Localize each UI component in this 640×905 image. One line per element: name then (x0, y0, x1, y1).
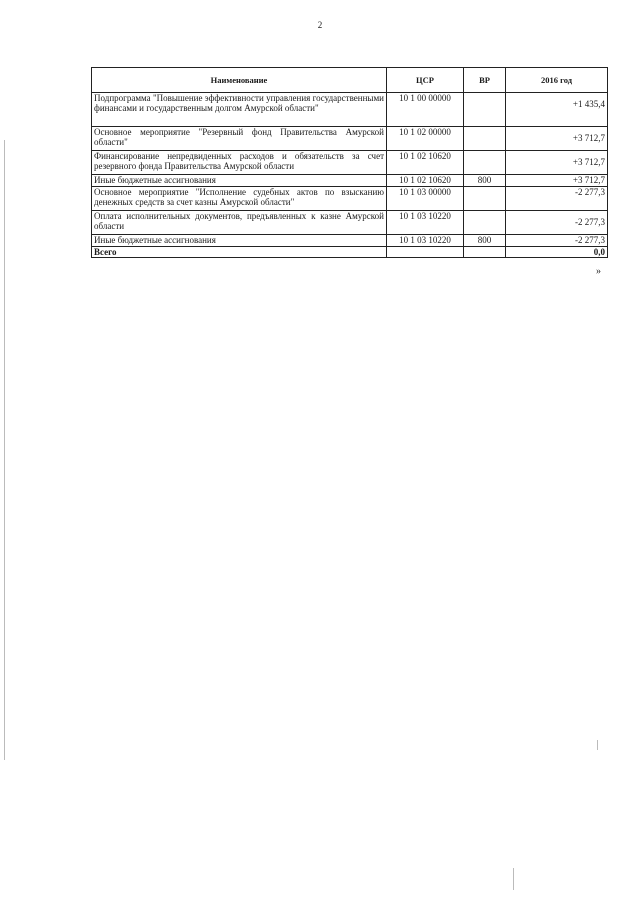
budget-changes-table (91, 67, 608, 258)
total-amount: 0,0 (506, 247, 608, 258)
header-csr: ЦСР (387, 68, 464, 93)
total-vr (464, 247, 506, 258)
row-name: Подпрограмма "Повышение эффективности управления государственными финансами и государственным долгом Амурской области" (92, 93, 387, 127)
row-csr: 10 1 02 00000 (387, 127, 464, 151)
scan-margin-line (4, 140, 5, 760)
table-header-row (92, 68, 608, 93)
total-label: Всего (92, 247, 387, 258)
row-vr: 800 (464, 175, 506, 187)
row-vr (464, 211, 506, 235)
row-csr: 10 1 03 10220 (387, 211, 464, 235)
scan-margin-line (597, 740, 598, 750)
row-vr: 800 (464, 235, 506, 247)
row-amount: -2 277,3 (506, 187, 608, 211)
row-name: Иные бюджетные ассигнования (92, 175, 387, 187)
row-amount: -2 277,3 (506, 211, 608, 235)
row-csr: 10 1 02 10620 (387, 151, 464, 175)
row-vr (464, 127, 506, 151)
row-name: Оплата исполнительных документов, предъявленных к казне Амурской области (92, 211, 387, 235)
header-name: Наименование (92, 68, 387, 93)
row-name: Иные бюджетные ассигнования (92, 235, 387, 247)
row-csr: 10 1 03 00000 (387, 187, 464, 211)
row-vr (464, 187, 506, 211)
row-name: Финансирование непредвиденных расходов и обязательств за счет резервного фонда Правительства Амурской области (92, 151, 387, 175)
row-vr (464, 151, 506, 175)
table-row (92, 187, 608, 211)
table-row (92, 175, 608, 187)
header-year: 2016 год (506, 68, 608, 93)
row-csr: 10 1 00 00000 (387, 93, 464, 127)
row-amount: +3 712,7 (506, 151, 608, 175)
page-number: 2 (317, 20, 323, 30)
row-vr (464, 93, 506, 127)
table-row (92, 151, 608, 175)
closing-quote-mark: » (596, 266, 601, 277)
table-row (92, 235, 608, 247)
row-amount: -2 277,3 (506, 235, 608, 247)
table-row (92, 93, 608, 127)
row-amount: +3 712,7 (506, 127, 608, 151)
table-row (92, 127, 608, 151)
row-name: Основное мероприятие "Исполнение судебных актов по взысканию денежных средств за счет казны Амурской области" (92, 187, 387, 211)
total-csr (387, 247, 464, 258)
row-name: Основное мероприятие "Резервный фонд Правительства Амурской области" (92, 127, 387, 151)
table-total-row (92, 247, 608, 258)
table-row (92, 211, 608, 235)
scan-margin-line (513, 868, 514, 890)
header-vr: ВР (464, 68, 506, 93)
row-amount: +1 435,4 (506, 93, 608, 127)
row-csr: 10 1 02 10620 (387, 175, 464, 187)
row-csr: 10 1 03 10220 (387, 235, 464, 247)
row-amount: +3 712,7 (506, 175, 608, 187)
